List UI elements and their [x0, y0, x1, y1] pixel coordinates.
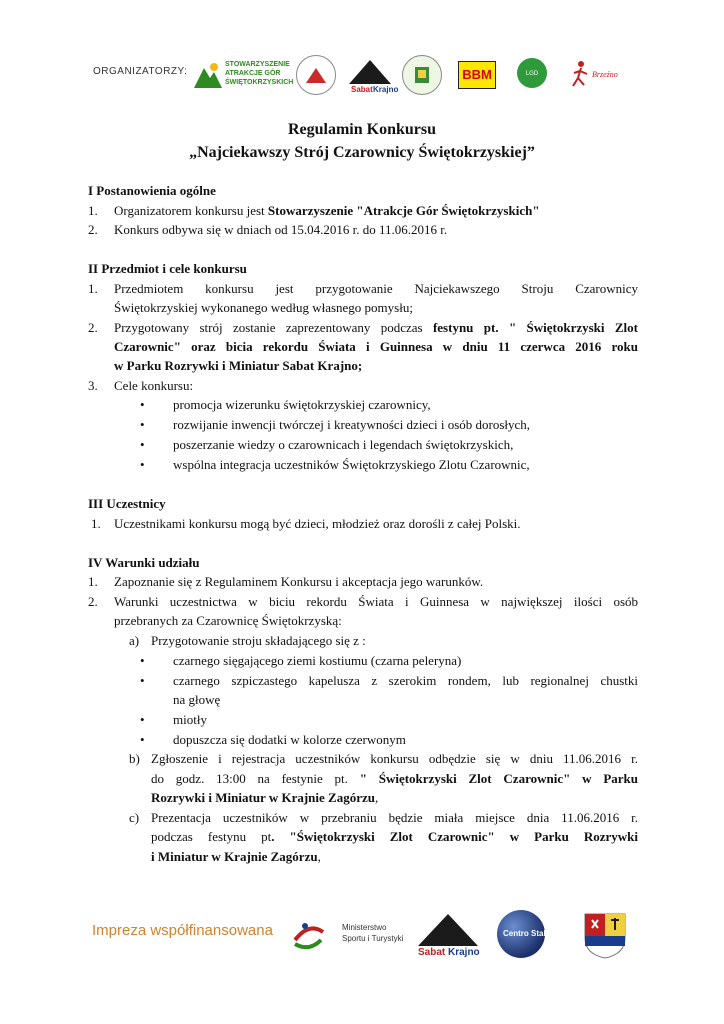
- s3-item1-text: Uczestnikami konkursu mogą być dzieci, młodzież oraz dorośli z całej Polski.: [114, 516, 521, 531]
- s2-item2-number: 2.: [88, 320, 98, 335]
- s1-item1-number: 1.: [88, 203, 98, 218]
- svg-text:Sabat: Sabat: [418, 947, 446, 958]
- sabat-krajno-logo-header: [345, 54, 399, 94]
- sub-b-line2-plain: do godz. 13:00 na festynie pt.: [151, 771, 360, 786]
- s2-item2-line1: [114, 320, 638, 336]
- section-3-heading: III Uczestnicy: [88, 496, 166, 511]
- sub-b-line3: [151, 790, 378, 806]
- organizers-label: ORGANIZATORZY:: [93, 66, 188, 77]
- cofinanced-label: Impreza współfinansowana: [92, 922, 273, 939]
- section-1-heading: I Postanowienia ogólne: [88, 183, 216, 198]
- ministry-logo: [342, 922, 403, 944]
- bullet-icon: •: [140, 437, 145, 452]
- bbm-logo: BBM: [458, 61, 496, 89]
- s2-item2-line1-bold: festynu pt. " Świętokrzyski Zlot: [432, 320, 638, 335]
- centro-stal-text: Centro Stal: [503, 929, 546, 938]
- s4-item1-text: Zapoznanie się z Regulaminem Konkursu i akceptacja jego warunków.: [114, 574, 484, 589]
- sub-b-label: b): [129, 751, 140, 766]
- seal-icon: [297, 56, 335, 94]
- centro-stal-logo: [497, 910, 565, 958]
- sub-c-line2-bold: . "Świętokrzyski Zlot Czarownic" w Parku Rozrywki: [271, 829, 638, 844]
- sub-a-text: Przygotowanie stroju składającego się z :: [151, 633, 366, 648]
- costume-item: miotły: [173, 712, 207, 727]
- runner-icon: [570, 58, 592, 92]
- costume-item: czarnego sięgającego ziemi kostiumu (czarna peleryna): [173, 653, 462, 668]
- lgd-text: LGD: [525, 71, 539, 77]
- s2-item2-line3: w Parku Rozrywki i Miniatur Sabat Krajno;: [114, 358, 363, 373]
- s2-item1-line2: Świętokrzyskiej wykonanego według własnego pomysłu;: [114, 300, 413, 315]
- s2-item2-line1-plain: Przygotowany strój zostanie zaprezentowany podczas: [114, 320, 433, 335]
- sub-b-line2: [151, 771, 638, 787]
- svg-text:Krajno: Krajno: [448, 947, 480, 958]
- s4-item2-line1: Warunki uczestnictwa w biciu rekordu Świata i Guinnesa w największej ilości osób: [114, 594, 638, 609]
- round-seal-logo: [296, 55, 336, 95]
- voivodeship-crest-logo: [580, 910, 630, 960]
- svg-text:Krajno: Krajno: [373, 85, 399, 94]
- document-subtitle: „Najciekawszy Strój Czarownicy Świętokrzyskiej”: [189, 144, 535, 161]
- sub-c-line2-plain: podczas festynu pt: [151, 829, 272, 844]
- goal-item: wspólna integracja uczestników Świętokrzyskiego Zlotu Czarownic,: [173, 457, 530, 472]
- s1-item1: [114, 203, 540, 219]
- bullet-icon: •: [140, 653, 145, 668]
- bullet-icon: •: [140, 673, 145, 688]
- bullet-icon: •: [140, 397, 145, 412]
- mountain-icon: [194, 62, 222, 88]
- sub-b-line3-plain: ,: [375, 790, 379, 805]
- sub-c-line1: Prezentacja uczestników w przebraniu będzie miała miejsce dnia 11.06.2016 r.: [151, 810, 638, 825]
- coat-of-arms-icon: [580, 910, 630, 960]
- brzezno-text: Brzeźno: [592, 70, 618, 79]
- s4-item2-number: 2.: [88, 594, 98, 609]
- sub-c-line2: [151, 829, 638, 845]
- stow-line-2: ATRAKCJE GÓR: [225, 70, 281, 77]
- s1-item2-number: 2.: [88, 222, 98, 237]
- s3-item1-number: 1.: [91, 516, 101, 531]
- section-2-heading: II Przedmiot i cele konkursu: [88, 261, 247, 276]
- bullet-icon: •: [140, 712, 145, 727]
- organizer-name: Stowarzyszenie "Atrakcje Gór Świętokrzyskich": [267, 203, 540, 218]
- stowarzyszenie-logo: [194, 58, 294, 92]
- section-4-heading: IV Warunki udziału: [88, 555, 200, 570]
- sub-c-line3-bold: i Miniatur w Krajnie Zagórzu: [151, 849, 318, 864]
- ministry-line-1: Ministerstwo: [342, 923, 387, 932]
- commune-seal-logo: [402, 55, 442, 95]
- sub-b-line1: Zgłoszenie i rejestracja uczestników konkursu odbędzie się w dniu 11.06.2016 r.: [151, 751, 638, 766]
- sabat-icon: [412, 908, 484, 958]
- s2-item3-number: 3.: [88, 378, 98, 393]
- ministry-logo-icon: [291, 918, 327, 954]
- costume-item: czarnego szpiczastego kapelusza z szerokim rondem, lub regionalnej chustki: [173, 673, 638, 688]
- stow-line-1: STOWARZYSZENIE: [225, 61, 290, 68]
- goal-item: promocja wizerunku świętokrzyskiej czarownicy,: [173, 397, 431, 412]
- s4-item2-line2: przebranych za Czarownicę Świętokrzyską:: [114, 613, 342, 628]
- sub-c-label: c): [129, 810, 140, 825]
- brzezno-logo: [570, 58, 630, 92]
- s1-item1-text: Organizatorem konkursu jest: [114, 203, 268, 218]
- svg-text:Sabat: Sabat: [351, 85, 373, 94]
- s2-item1-number: 1.: [88, 281, 98, 296]
- s4-item1-number: 1.: [88, 574, 98, 589]
- s2-item1-line1: Przedmiotem konkursu jest przygotowanie Najciekawszego Stroju Czarownicy: [114, 281, 638, 296]
- document-title: Regulamin Konkursu: [287, 121, 437, 138]
- sabat-icon: [345, 54, 399, 94]
- bullet-icon: •: [140, 457, 145, 472]
- sub-b-line2-bold: " Świętokrzyski Zlot Czarownic" w Parku: [359, 771, 638, 786]
- s1-item2-text: Konkurs odbywa się w dniach od 15.04.2016 r. do 11.06.2016 r.: [114, 222, 448, 237]
- sub-c-line3: [151, 849, 321, 865]
- stow-line-3: ŚWIĘTOKRZYSKICH: [225, 79, 294, 86]
- sub-b-line3-bold: Rozrywki i Miniatur w Krajnie Zagórzu: [151, 790, 375, 805]
- bullet-icon: •: [140, 732, 145, 747]
- sub-c-line3-plain: ,: [317, 849, 321, 864]
- lgd-logo: [517, 58, 547, 88]
- crest-icon: [403, 56, 441, 94]
- costume-item-cont: na głowę: [173, 692, 221, 707]
- goal-item: poszerzanie wiedzy o czarownicach i legendach świętokrzyskich,: [173, 437, 514, 452]
- costume-item: dopuszcza się dodatki w kolorze czerwonym: [173, 732, 406, 747]
- goal-item: rozwijanie inwencji twórczej i kreatywności dzieci i osób dorosłych,: [173, 417, 531, 432]
- s2-item2-line2: Czarownic" oraz bicia rekordu Świata i Guinnesa w dniu 11 czerwca 2016 roku: [114, 339, 638, 354]
- sub-a-label: a): [129, 633, 140, 648]
- bullet-icon: •: [140, 417, 145, 432]
- s2-item3-text: Cele konkursu:: [114, 378, 194, 393]
- ministry-line-2: Sportu i Turystyki: [342, 934, 404, 943]
- sabat-krajno-logo-footer: [412, 908, 484, 958]
